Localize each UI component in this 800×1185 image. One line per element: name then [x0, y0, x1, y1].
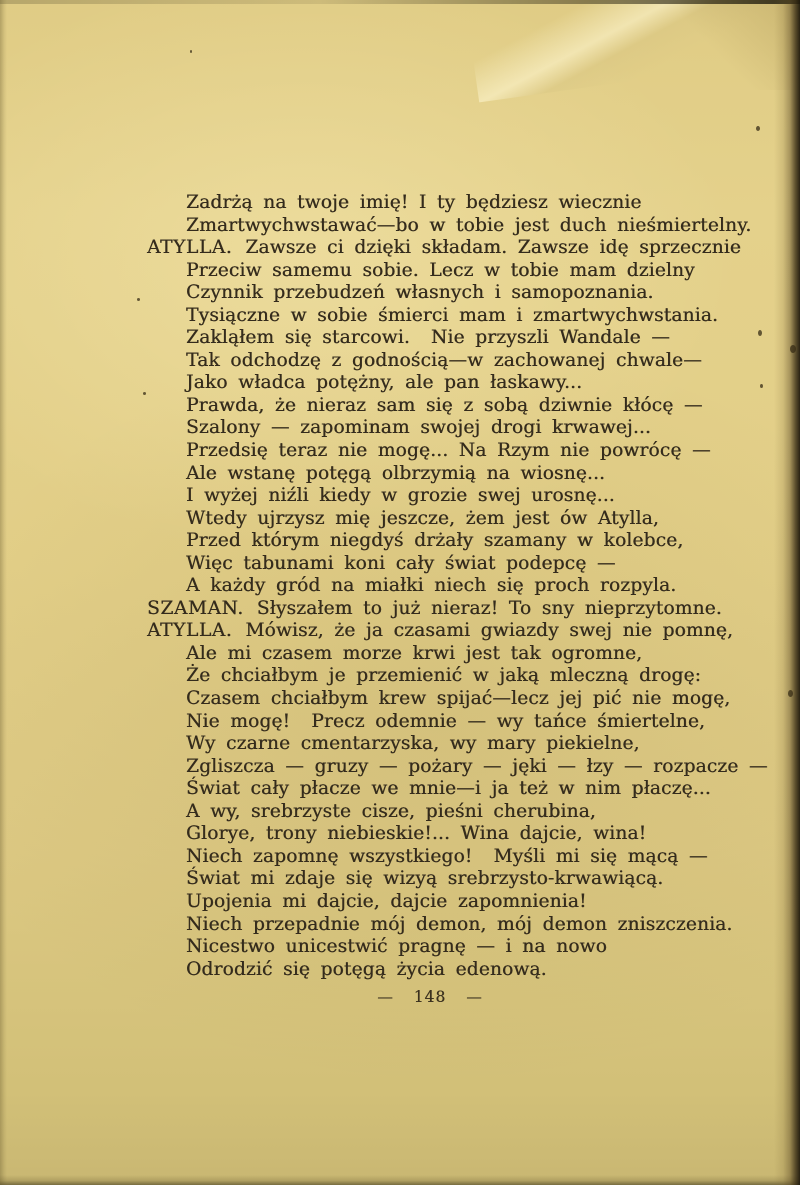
verse-line-text: Tak odchodzę z godnością—w zachowanej chwale—	[186, 349, 702, 371]
speaker-name: ATYLLA.	[147, 620, 233, 642]
verse-line-text: A wy, srebrzyste cisze, pieśni cherubina,	[186, 800, 596, 822]
verse-line	[147, 305, 767, 328]
verse-line	[147, 711, 767, 734]
verse-line	[147, 756, 767, 779]
paper-speck	[790, 345, 796, 353]
verse-line	[147, 868, 767, 891]
verse-line-text: Zadrżą na twoje imię! I ty będziesz wiecznie	[186, 192, 642, 213]
verse-line-text: Przed którym niegdyś drżały szamany w kolebce,	[186, 530, 684, 552]
verse-line	[147, 643, 767, 666]
verse-line-text: Zmartwychwstawać—bo w tobie jest duch nieśmiertelny.	[186, 214, 752, 236]
verse-line-text: Mówisz, że ja czasami gwiazdy swej nie pomnę,	[245, 620, 734, 642]
verse-line	[147, 260, 767, 283]
paper-speck	[190, 50, 192, 53]
verse-line	[147, 801, 767, 824]
verse-line-text: Niech przepadnie mój demon, mój demon zniszczenia.	[186, 913, 733, 935]
verse-line	[147, 553, 767, 576]
verse-line	[147, 620, 767, 643]
verse-line-text: A każdy gród na miałki niech się proch rozpyla.	[186, 575, 677, 597]
verse-line	[147, 372, 767, 395]
verse-line-text: Słyszałem to już nieraz! To sny nieprzytomne.	[256, 597, 722, 619]
verse-line	[147, 733, 767, 756]
verse-line-text: Prawda, że nieraz sam się z sobą dziwnie kłócę —	[186, 394, 703, 416]
verse-line-text: Upojenia mi dajcie, dajcie zapomnienia!	[186, 890, 587, 912]
verse-line-text: Zawsze ci dzięki składam. Zawsze idę sprzecznie	[245, 237, 741, 259]
verse-line-text: Jako władca potężny, ale pan łaskawy...	[186, 372, 583, 394]
verse-line-text: Ale wstanę potęgą olbrzymią na wiosnę...	[186, 462, 606, 484]
verse-line	[147, 575, 767, 598]
verse-line-text: Zakląłem się starcowi. Nie przyszli Wandale —	[186, 327, 670, 349]
verse-line-text: Świat mi zdaje się wizyą srebrzysto-krwawiącą.	[186, 868, 664, 890]
verse-line-text: Niech zapomnę wszystkiego! Myśli mi się mącą —	[186, 845, 708, 867]
verse-line	[147, 846, 767, 869]
page-edge-right	[774, 0, 800, 1185]
verse-line-text: Tysiączne w sobie śmierci mam i zmartwychwstania.	[186, 304, 719, 326]
verse-line	[147, 530, 767, 553]
verse-line	[147, 891, 767, 914]
verse-line	[147, 936, 767, 959]
verse-line-text: Ale mi czasem morze krwi jest tak ogromne,	[186, 642, 643, 664]
verse-line	[147, 914, 767, 937]
verse-line	[147, 282, 767, 305]
verse-line	[147, 417, 767, 440]
verse-text-block	[147, 192, 767, 981]
speaker-name: ATYLLA.	[147, 237, 233, 259]
verse-line-text: Czynnik przebudzeń własnych i samopoznania.	[186, 282, 654, 304]
verse-line-text: Że chciałbym je przemienić w jaką mleczną drogę:	[186, 665, 702, 687]
page-edge-top	[0, 0, 800, 4]
verse-line-text: I wyżej niźli kiedy w grozie swej urosnę...	[186, 485, 615, 507]
verse-line-text: Odrodzić się potęgą życia edenową.	[186, 958, 547, 980]
speaker-name: SZAMAN.	[147, 597, 244, 619]
verse-line-text: Nie mogę! Precz odemnie — wy tańce śmiertelne,	[186, 710, 706, 732]
verse-line-text: Wtedy ujrzysz mię jeszcze, żem jest ów Atylla,	[186, 507, 659, 529]
verse-line	[147, 665, 767, 688]
verse-line	[147, 959, 767, 982]
verse-line-text: Przedsię teraz nie mogę... Na Rzym nie powrócę —	[186, 440, 711, 462]
verse-line-text: Wy czarne cmentarzyska, wy mary piekielne,	[186, 733, 640, 755]
verse-line	[147, 237, 767, 260]
verse-line	[147, 215, 767, 238]
verse-line-text: Nicestwo unicestwić pragnę — i na nowo	[186, 936, 607, 958]
page-edge-left	[0, 0, 7, 1185]
verse-line	[147, 327, 767, 350]
verse-line	[147, 485, 767, 508]
verse-line	[147, 598, 767, 621]
verse-line-text: Glorye, trony niebieskie!... Wina dajcie, wina!	[186, 823, 647, 845]
paper-speck	[788, 690, 793, 697]
verse-line-text: Więc tabunami koni cały świat podepcę —	[186, 552, 616, 574]
page-edge-bottom	[0, 1175, 800, 1185]
verse-line	[147, 778, 767, 801]
verse-line	[147, 350, 767, 373]
page-number: — 148 —	[377, 988, 483, 1006]
verse-line	[147, 688, 767, 711]
verse-line	[147, 440, 767, 463]
verse-line-text: Przeciw samemu sobie. Lecz w tobie mam dzielny	[186, 259, 695, 281]
paper-speck	[756, 126, 760, 131]
verse-line	[147, 463, 767, 486]
verse-line-text: Zgliszcza — gruzy — pożary — jęki — łzy — rozpacze —	[186, 755, 768, 777]
verse-line-text: Czasem chciałbym krew spijać—lecz jej pić nie mogę,	[186, 688, 731, 710]
verse-line	[147, 508, 767, 531]
paper-speck	[137, 298, 140, 301]
paper-speck	[143, 392, 146, 395]
verse-line	[147, 823, 767, 846]
verse-line-text: Świat cały płacze we mnie—i ja też w nim płaczę...	[186, 778, 711, 800]
verse-line	[147, 192, 767, 215]
verse-line-text: Szalony — zapominam swojej drogi krwawej...	[186, 417, 651, 439]
verse-line	[147, 395, 767, 418]
